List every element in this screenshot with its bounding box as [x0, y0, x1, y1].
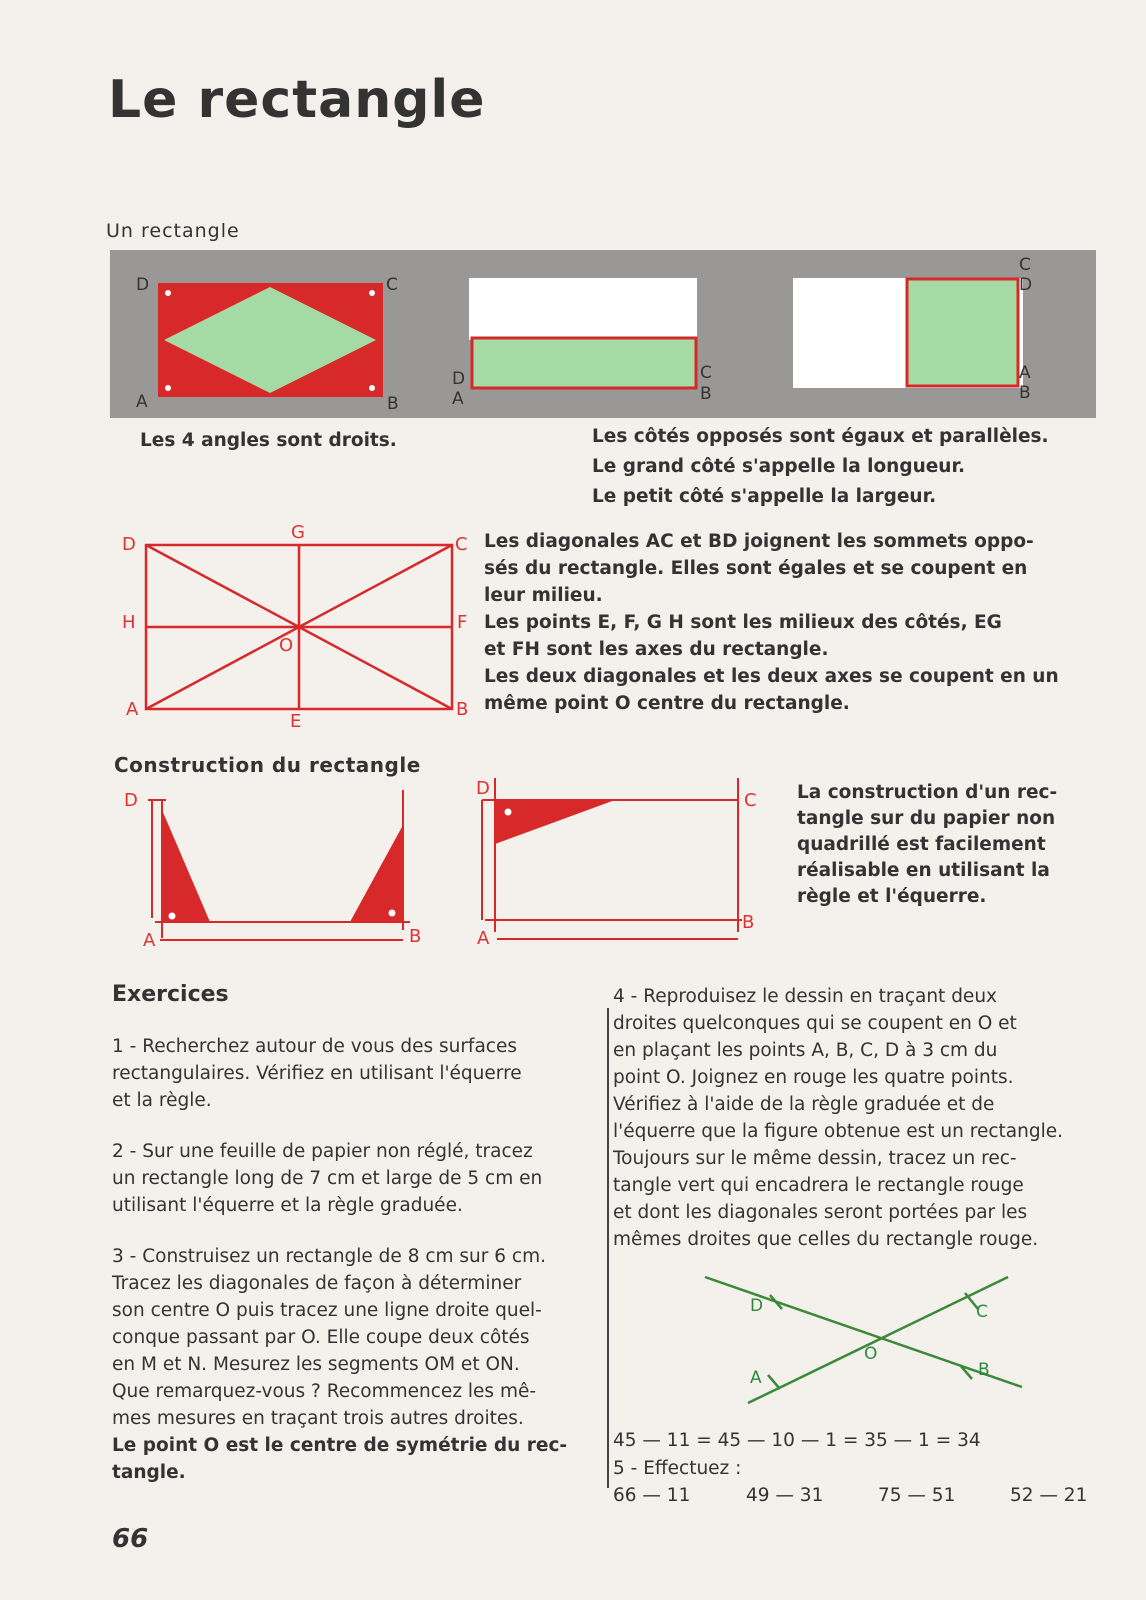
text-line: quadrillé est facilement: [797, 834, 1046, 855]
label-a: A: [477, 928, 490, 949]
right-angle-dot: [165, 290, 171, 296]
label-b: B: [742, 912, 755, 933]
line-ac: [748, 1277, 1008, 1403]
label-b: B: [978, 1360, 990, 1380]
exercise-4: 4 - Reproduisez le dessin en traçant deux droites quelconques qui se coupent en O et en plaçant les points A, B, C, D à 3 cm du point O. Joignez en rouge les quatre points. Vérifiez à l'aide de la règle graduée et de l'équerre que la figure obtenue est un rectangle. Toujours sur le même dessin, tracez un rec- tangle vert qui encadrera le rectangle rouge et dont les diagonales seront portées par les mêmes droites que celles du rectangle rouge.: [613, 986, 1063, 1250]
white-sheet: [469, 278, 697, 340]
label-a: A: [1019, 363, 1031, 383]
exercise-5-item: 49 — 31: [746, 1485, 824, 1506]
text-line: Les deux diagonales et les deux axes se coupent en un: [484, 666, 1059, 687]
exercise-5-item: 66 — 11: [613, 1485, 691, 1506]
exercises-heading: Exercices: [112, 982, 229, 1007]
label-c: C: [700, 363, 712, 383]
set-square-right: [350, 825, 403, 922]
label-a: A: [126, 699, 139, 720]
label-c: C: [1019, 255, 1031, 275]
green-rectangle-long: [472, 338, 696, 388]
rectangle-figures: [0, 0, 1146, 430]
label-b: B: [409, 926, 422, 947]
construction-text: [797, 780, 1082, 910]
section-heading-construction: Construction du rectangle: [114, 753, 421, 777]
text-line: tangle sur du papier non: [797, 808, 1056, 829]
green-square: [907, 279, 1018, 386]
label-c: C: [455, 534, 468, 555]
label-d: D: [750, 1296, 764, 1316]
label-b: B: [1019, 383, 1031, 403]
label-g: G: [291, 522, 305, 543]
diagonals-figure: [0, 510, 480, 740]
text-line: sés du rectangle. Elles sont égales et se coupent en: [484, 558, 1028, 579]
label-a: A: [136, 392, 148, 412]
construction-figures: [0, 770, 780, 980]
example-subtraction: 45 — 11 = 45 — 10 — 1 = 35 — 1 = 34: [613, 1430, 981, 1451]
label-a: A: [452, 389, 464, 409]
label-c: C: [744, 790, 757, 811]
label-d: D: [1019, 275, 1033, 295]
page-title: Le rectangle: [108, 70, 486, 130]
text-line: Les points E, F, G H sont les milieux des côtés, EG: [484, 612, 1002, 633]
crossing-lines-figure: [700, 1265, 1060, 1415]
set-square-top: [495, 800, 615, 844]
set-square-left: [162, 810, 210, 922]
caption-angles: Les 4 angles sont droits.: [140, 430, 397, 451]
caption-line: Les côtés opposés sont égaux et parallèles.: [592, 426, 1049, 447]
text-line: règle et l'équerre.: [797, 886, 987, 907]
label-d: D: [476, 778, 490, 799]
right-angle-dot: [369, 385, 375, 391]
label-f: F: [457, 612, 468, 633]
label-b: B: [700, 384, 712, 404]
label-o: O: [864, 1344, 878, 1364]
section-heading-un-rectangle: Un rectangle: [106, 220, 240, 242]
label-d: D: [452, 369, 466, 389]
conclusion-line: Le point O est le centre de symétrie du rec-: [112, 1435, 568, 1456]
text-line: même point O centre du rectangle.: [484, 693, 850, 714]
label-o: O: [279, 635, 294, 656]
text-line: Les diagonales AC et BD joignent les sommets oppo-: [484, 531, 1034, 552]
right-angle-dot: [369, 290, 375, 296]
page-number: 66: [112, 1524, 149, 1554]
exercise-5-item: 52 — 21: [1010, 1485, 1088, 1506]
column-divider: [607, 1008, 609, 1488]
label-h: H: [122, 612, 136, 633]
label-d: D: [136, 275, 150, 295]
exercise-5-item: 75 — 51: [878, 1485, 956, 1506]
label-c: C: [386, 275, 398, 295]
exercise-1: 1 - Recherchez autour de vous des surfaces rectangulaires. Vérifiez en utilisant l'équerre et la règle.: [112, 1036, 522, 1111]
caption-sides: [592, 422, 1049, 512]
exercise-2: 2 - Sur une feuille de papier non réglé, tracez un rectangle long de 7 cm et large de 5 cm en utilisant l'équerre et la règle graduée.: [112, 1141, 543, 1216]
text-line: La construction d'un rec-: [797, 782, 1058, 803]
label-b: B: [387, 394, 399, 414]
exercise-5-label: 5 - Effectuez :: [613, 1458, 742, 1479]
right-angle-dot: [165, 385, 171, 391]
label-c: C: [976, 1302, 988, 1322]
label-a: A: [143, 930, 156, 951]
diagonals-text: [484, 528, 1082, 717]
label-b: B: [456, 699, 469, 720]
exercise-3: 3 - Construisez un rectangle de 8 cm sur 6 cm. Tracez les diagonales de façon à déterminer son centre O puis tracez une ligne droite quel- conque passant par O. Elle coupe deux côtés en M et N. Mesurez les segments OM et ON. Que remarquez-vous ? Recommencez les mê- mes mesures en traçant trois autres droites. Le point O est le centre de symétrie du rec- tangle.: [112, 1243, 582, 1486]
text-line: réalisable en utilisant la: [797, 860, 1050, 881]
text-line: leur milieu.: [484, 585, 603, 606]
label-d: D: [122, 534, 136, 555]
label-e: E: [290, 711, 302, 732]
label-d: D: [124, 790, 138, 811]
caption-line: Le grand côté s'appelle la longueur.: [592, 456, 965, 477]
conclusion-line: tangle.: [112, 1462, 186, 1483]
text-line: et FH sont les axes du rectangle.: [484, 639, 829, 660]
caption-line: Le petit côté s'appelle la largeur.: [592, 486, 937, 507]
label-a: A: [750, 1368, 762, 1388]
